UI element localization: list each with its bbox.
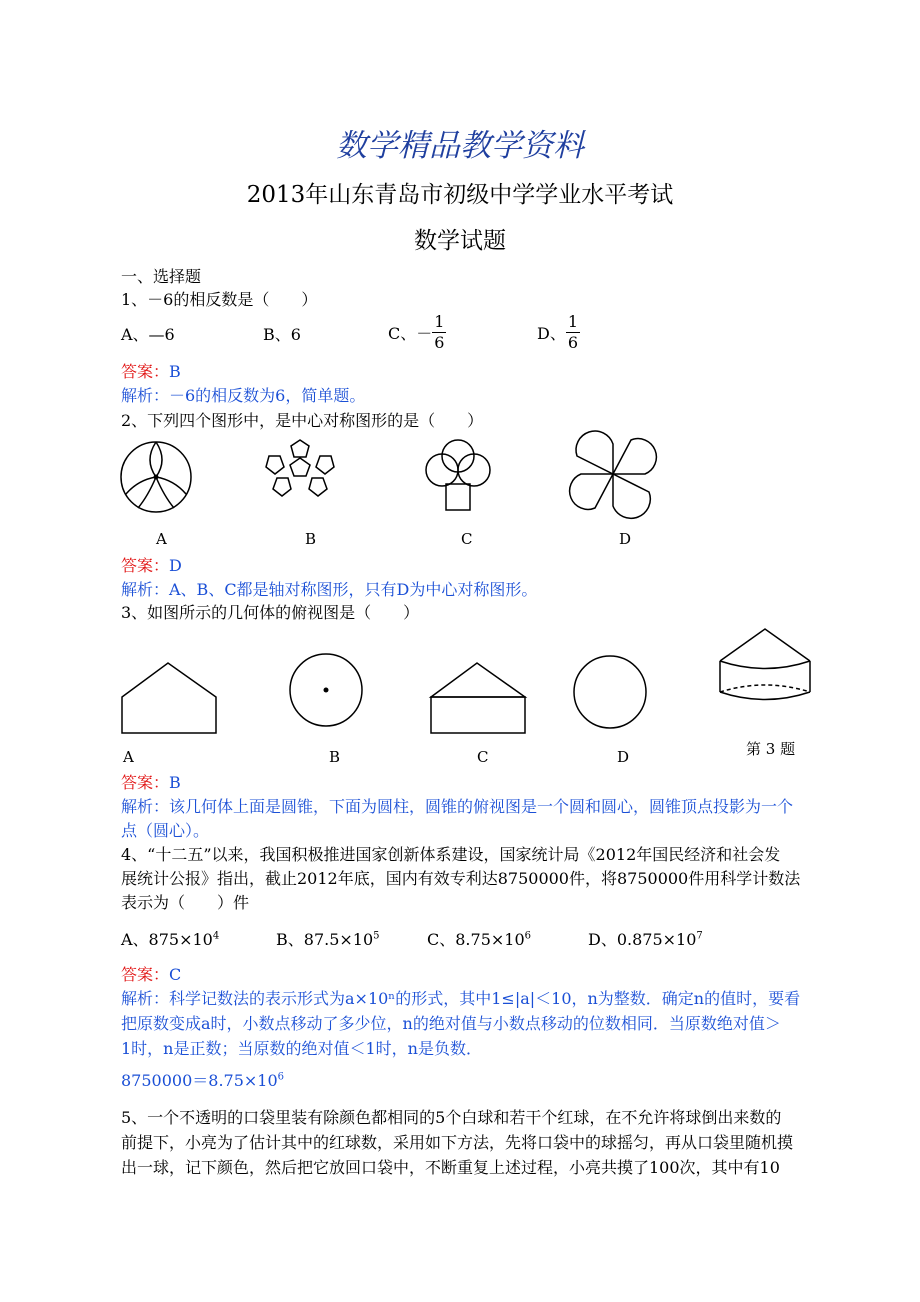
exam-subtitle: 数学试题 (414, 228, 506, 254)
q1-option-c (388, 312, 446, 353)
q1-option-d-prefix: D、 (537, 324, 566, 343)
q3-label-b: B (329, 748, 341, 766)
q3-figure-d (572, 654, 650, 732)
q4-question-line-2: 展统计公报》指出，截止2012年底，国内有效专利达8750000件，将8750000件用科学计数法 (121, 869, 801, 888)
exam-title: 2013年山东青岛市初级中学学业水平考试 (246, 182, 674, 208)
q3-answer (121, 770, 181, 793)
fraction-numerator: 1 (434, 312, 445, 331)
banner-title: 数学精品教学资料 (336, 128, 584, 164)
option-base: B、87.5×10 (276, 930, 374, 949)
answer-label: 答案： (121, 773, 170, 792)
q2-figure-b (263, 436, 343, 516)
option-exponent: 5 (373, 930, 380, 942)
q2-label-c: C (461, 530, 473, 548)
q1-option-b: B、6 (263, 325, 301, 344)
option-base: C、8.75×10 (427, 930, 525, 949)
q4-analysis-line-3: 1时，n是正数；当原数的绝对值＜1时，n是负数． (121, 1039, 482, 1058)
q5-line-3: 出一球，记下颜色，然后把它放回口袋中，不断重复上述过程，小亮共摸了100次，其中有10 (121, 1158, 780, 1177)
q4-option-a (121, 927, 219, 950)
fraction-denominator: 6 (567, 333, 579, 352)
q1-option-d (537, 312, 580, 353)
answer-value: C (169, 965, 182, 984)
q3-label-c: C (477, 748, 489, 766)
option-exponent: 4 (212, 930, 220, 942)
q2-figure-c (420, 436, 500, 516)
q4-question-line-3: 表示为（ ）件 (121, 893, 250, 912)
q1-analysis: 解析：－6的相反数为6，简单题。 (121, 386, 366, 405)
q3-analysis-line-2: 点（圆心）。 (121, 821, 210, 840)
q4-analysis-line-2: 把原数变成a时，小数点移动了多少位，n的绝对值与小数点移动的位数相同．当原数绝对值＞ (121, 1014, 781, 1033)
q4-option-c (427, 927, 531, 950)
q1-answer (121, 359, 181, 382)
fraction-numerator: 1 (567, 312, 579, 331)
q3-figure-c (430, 662, 528, 736)
q3-solid-figure (718, 628, 814, 708)
option-base: D、0.875×10 (588, 930, 697, 949)
q4-option-d (588, 927, 703, 950)
q2-label-d: D (619, 530, 632, 548)
q3-analysis-line-1: 解析：该几何体上面是圆锥，下面为圆柱，圆锥的俯视图是一个圆和圆心，圆锥顶点投影为一个 (121, 797, 794, 816)
q2-figure-d (575, 436, 655, 516)
answer-value: B (169, 773, 181, 792)
q1-option-c-prefix: C、－ (388, 324, 433, 343)
q3-question: 3、如图所示的几何体的俯视图是（ ） (121, 603, 420, 622)
q3-figure-caption: 第 3 题 (746, 740, 796, 758)
q3-figure-b (288, 652, 366, 730)
q5-line-1: 5、一个不透明的口袋里装有除颜色都相同的5个白球和若干个红球，在不允许将球倒出来数的 (121, 1108, 782, 1127)
q2-answer (121, 553, 182, 576)
q3-figure-a (121, 662, 219, 736)
option-base: A、875×10 (121, 930, 213, 949)
q3-label-a: A (123, 748, 134, 766)
q4-answer (121, 962, 181, 985)
q1-question: 1、－6的相反数是（ ） (121, 290, 318, 309)
q1-option-d-fraction (566, 312, 580, 353)
q2-label-b: B (305, 530, 317, 548)
q2-analysis: 解析：A、B、C都是轴对称图形，只有D为中心对称图形。 (121, 580, 538, 599)
result-base: 8750000＝8.75×10 (121, 1071, 278, 1090)
result-exponent: 6 (277, 1071, 285, 1083)
answer-label: 答案： (121, 362, 170, 381)
answer-value: D (169, 556, 182, 575)
q3-label-d: D (617, 748, 630, 766)
q4-analysis-line-1: 解析：科学记数法的表示形式为a×10ⁿ的形式，其中1≤|a|＜10，n为整数．确定n的值时，要看 (121, 989, 801, 1008)
answer-value: B (169, 362, 181, 381)
q1-option-c-fraction (432, 312, 446, 353)
option-exponent: 6 (524, 930, 532, 942)
answer-label: 答案： (121, 556, 170, 575)
q2-question: 2、下列四个图形中，是中心对称图形的是（ ） (121, 411, 484, 430)
q4-result (121, 1068, 284, 1091)
section-heading: 一、选择题 (121, 267, 202, 286)
q5-line-2: 前提下，小亮为了估计其中的红球数，采用如下方法，先将口袋中的球摇匀，再从口袋里随机摸 (121, 1133, 794, 1152)
q1-option-a: A、—6 (121, 325, 175, 344)
q2-figure-a (118, 438, 198, 518)
q2-label-a: A (156, 530, 167, 548)
answer-label: 答案： (121, 965, 170, 984)
option-exponent: 7 (696, 930, 703, 942)
q4-option-b (276, 927, 380, 950)
fraction-denominator: 6 (434, 333, 445, 352)
q4-question-line-1: 4、“十二五”以来，我国积极推进国家创新体系建设，国家统计局《2012年国民经济和社会发 (121, 845, 781, 864)
